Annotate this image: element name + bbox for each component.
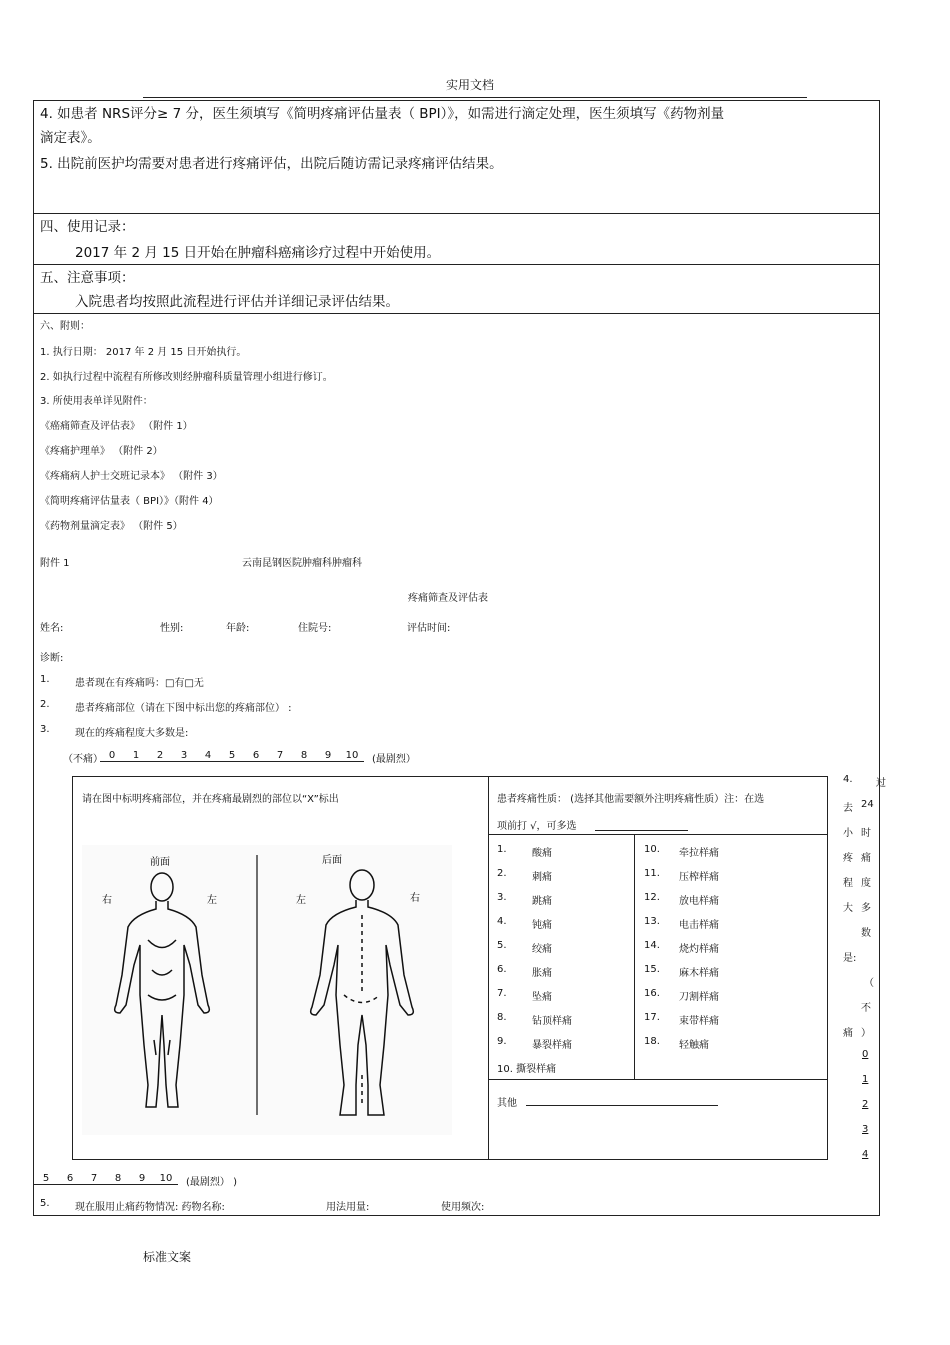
q4-char: 是: [843, 953, 857, 964]
q4-char: 大 [843, 903, 853, 914]
field-admission: 住院号: [298, 623, 332, 634]
pain-type-option[interactable]: 跳痛 [532, 896, 552, 907]
pain-type-option[interactable]: 暴裂样痛 [532, 1040, 572, 1051]
scale-value[interactable]: 6 [252, 750, 260, 761]
q4-scale-value[interactable]: 7 [90, 1173, 98, 1184]
scale-value[interactable]: 1 [132, 750, 140, 761]
table-divider [634, 834, 635, 1079]
q3-text: 现在的疼痛程度大多数是: [75, 728, 189, 739]
q4-scale-value[interactable]: 0 [862, 1049, 869, 1060]
q4-char: 度 [861, 878, 871, 889]
q4-scale-value[interactable]: 1 [862, 1074, 869, 1085]
q5-text: 现在服用止痛药物情况: 药物名称: [75, 1202, 225, 1213]
scale-value[interactable]: 4 [204, 750, 212, 761]
pain-type-option[interactable]: 胀痛 [532, 968, 552, 979]
header-rule [143, 97, 807, 98]
q4-char: 疼 [843, 853, 853, 864]
pain-type-number: 7. [497, 988, 507, 999]
scale-value[interactable]: 2 [156, 750, 164, 761]
section-5-body: 入院患者均按照此流程进行评估并详细记录评估结果。 [75, 294, 399, 310]
section-4-body: 2017 年 2 月 15 日开始在肿瘤科癌痛诊疗过程中开始使用。 [75, 245, 441, 261]
pain-type-number: 5. [497, 940, 507, 951]
scale-value[interactable]: 3 [180, 750, 188, 761]
q4-scale-value[interactable]: 9 [138, 1173, 146, 1184]
scale-value[interactable]: 5 [228, 750, 236, 761]
section-6-title: 六、附则： [40, 321, 90, 332]
q5-number: 5. [40, 1198, 50, 1209]
pain-type-number: 18. [644, 1036, 660, 1047]
left-label-front: 左 [207, 895, 217, 906]
scale-value[interactable]: 8 [300, 750, 308, 761]
pain-type-number: 13. [644, 916, 660, 927]
section-6-item: 1. 执行日期： 2017 年 2 月 15 日开始执行。 [40, 347, 247, 358]
table-divider [488, 834, 828, 835]
form-ref: 《疼痛病人护士交班记录本》 （附件 3） [40, 471, 223, 482]
pain-type-option[interactable]: 坠痛 [532, 992, 552, 1003]
diagnosis-label: 诊断: [40, 653, 64, 664]
pain-type-option[interactable]: 束带样痛 [679, 1016, 719, 1027]
q4-scale-value[interactable]: 5 [42, 1173, 50, 1184]
q4-char: 数 [861, 928, 871, 939]
q4-char: ） [861, 1028, 871, 1039]
q4-scale-right-label: (最剧烈） ) [186, 1177, 237, 1188]
field-gender: 性别: [160, 623, 184, 634]
q5-frequency: 使用频次: [441, 1202, 485, 1213]
pain-type-number: 8. [497, 1012, 507, 1023]
pain-type-option[interactable]: 压榨样痛 [679, 872, 719, 883]
pain-type-option[interactable]: 刀割样痛 [679, 992, 719, 1003]
q4-char: 24 [861, 799, 874, 810]
scale-value[interactable]: 9 [324, 750, 332, 761]
body-map-instruction: 请在图中标明疼痛部位，并在疼痛最剧烈的部位以“X”标出 [82, 794, 339, 805]
pain-type-number: 4. [497, 916, 507, 927]
q4-char: 多 [861, 903, 871, 914]
pain-type-number: 10. [644, 844, 660, 855]
pain-type-option[interactable]: 钝痛 [532, 920, 552, 931]
q4-scale-value[interactable]: 8 [114, 1173, 122, 1184]
q5-usage: 用法用量: [326, 1202, 370, 1213]
pain-nature-blank[interactable] [595, 830, 688, 831]
pain-type-number: 16. [644, 988, 660, 999]
q4-scale-value[interactable]: 10 [159, 1173, 173, 1184]
pain-type-option[interactable]: 钻顶样痛 [532, 1016, 572, 1027]
q4-scale-value[interactable]: 3 [862, 1124, 869, 1135]
q1-text: 患者现在有疼痛吗：□有□无 [75, 678, 204, 689]
row-divider [33, 264, 880, 265]
pain-type-number: 15. [644, 964, 660, 975]
q2-text: 患者疼痛部位（请在下图中标出您的疼痛部位） : [75, 703, 292, 714]
right-label-front: 右 [102, 895, 112, 906]
item-4-line-1: 4. 如患者 NRS评分≥ 7 分，医生须填写《简明疼痛评估量表（ BPI）》，如需进行滴定处理，医生须填写《药物剂量 [40, 106, 725, 122]
form-ref: 《简明疼痛评估量表（ BPI）》（附件 4） [40, 496, 219, 507]
pain-type-option[interactable]: 烧灼样痛 [679, 944, 719, 955]
scale-value[interactable]: 10 [345, 750, 359, 761]
attachment-label: 附件 1 [40, 558, 70, 569]
q4-char: （ [864, 978, 874, 989]
q4-scale-value[interactable]: 6 [66, 1173, 74, 1184]
q4-char: 4. [843, 774, 853, 785]
form-ref: 《疼痛护理单》 （附件 2） [40, 446, 163, 457]
row-divider [33, 313, 880, 314]
q3-number: 3. [40, 724, 50, 735]
section-6-item: 3. 所使用表单详见附件： [40, 396, 153, 407]
pain-type-number: 2. [497, 868, 507, 879]
item-4-line-2: 滴定表》。 [40, 130, 101, 146]
left-label-back: 左 [296, 895, 306, 906]
field-eval-time: 评估时间: [407, 623, 451, 634]
pain-type-number: 14. [644, 940, 660, 951]
pain-type-number: 17. [644, 1012, 660, 1023]
pain-type-number: 9. [497, 1036, 507, 1047]
form-ref: 《药物剂量滴定表》 （附件 5） [40, 521, 183, 532]
section-5-title: 五、注意事项： [40, 270, 135, 286]
pain-type-number: 1. [497, 844, 507, 855]
q4-scale-value[interactable]: 4 [862, 1149, 869, 1160]
q4-char: 过 [876, 778, 886, 789]
scale-right-label: (最剧烈） [372, 754, 416, 765]
field-age: 年龄: [226, 623, 250, 634]
front-label: 前面 [150, 857, 170, 868]
scale-value[interactable]: 7 [276, 750, 284, 761]
pain-type-option[interactable]: 轻触痛 [679, 1040, 709, 1051]
pain-type-number: 11. [644, 868, 660, 879]
q4-char: 去 [843, 803, 853, 814]
pain-type-option[interactable]: 麻木样痛 [679, 968, 719, 979]
row-divider [33, 213, 880, 214]
q4-char: 痛 [861, 853, 871, 864]
q2-number: 2. [40, 699, 50, 710]
pain-type-number: 6. [497, 964, 507, 975]
q4-char: 小 [843, 828, 853, 839]
form-title: 疼痛筛查及评估表 [408, 593, 488, 604]
q4-char: 程 [843, 878, 853, 889]
section-6-item: 2. 如执行过程中流程有所修改则经肿瘤科质量管理小组进行修订。 [40, 372, 333, 383]
pain-nature-prompt: 患者疼痛性质： (选择其他需要额外注明疼痛性质）注：在选 [497, 794, 765, 805]
pain-type-option[interactable]: 电击样痛 [679, 920, 719, 931]
page-footer: 标准文案 [143, 1250, 192, 1264]
scale-left-label: （不痛） [63, 754, 103, 765]
pain-type-option[interactable]: 酸痛 [532, 848, 552, 859]
table-divider [488, 1079, 828, 1080]
back-label: 后面 [322, 855, 342, 866]
field-name: 姓名: [40, 623, 64, 634]
page-header: 实用文档 [446, 78, 495, 92]
pain-type-option[interactable]: 绞痛 [532, 944, 552, 955]
hospital-name: 云南昆钢医院肿瘤科肿瘤科 [242, 558, 362, 569]
other-input-line[interactable] [526, 1105, 718, 1106]
q4-char: 不 [861, 1003, 871, 1014]
pain-type-number: 12. [644, 892, 660, 903]
q4-scale-continued [34, 1173, 178, 1185]
other-label: 其他 [497, 1098, 517, 1109]
pain-type-option[interactable]: 牵拉样痛 [679, 848, 719, 859]
pain-type-option[interactable]: 10. 撕裂样痛 [497, 1064, 557, 1075]
pain-type-option[interactable]: 刺痛 [532, 872, 552, 883]
pain-type-option[interactable]: 放电样痛 [679, 896, 719, 907]
q4-scale-value[interactable]: 2 [862, 1099, 869, 1110]
pain-nature-prompt-2: 项前打 √，可多选 [497, 821, 577, 832]
pain-type-number: 3. [497, 892, 507, 903]
pain-scale [100, 750, 364, 762]
form-ref: 《癌痛筛查及评估表》 （附件 1） [40, 421, 193, 432]
q4-char: 痛 [843, 1028, 853, 1039]
item-5: 5. 出院前医护均需要对患者进行疼痛评估，出院后随访需记录疼痛评估结果。 [40, 156, 503, 172]
body-map-diagram[interactable] [82, 845, 452, 1135]
right-label-back: 右 [410, 893, 420, 904]
q4-char: 时 [861, 828, 871, 839]
q1-number: 1. [40, 674, 50, 685]
scale-value[interactable]: 0 [108, 750, 116, 761]
section-4-title: 四、使用记录： [40, 219, 135, 235]
